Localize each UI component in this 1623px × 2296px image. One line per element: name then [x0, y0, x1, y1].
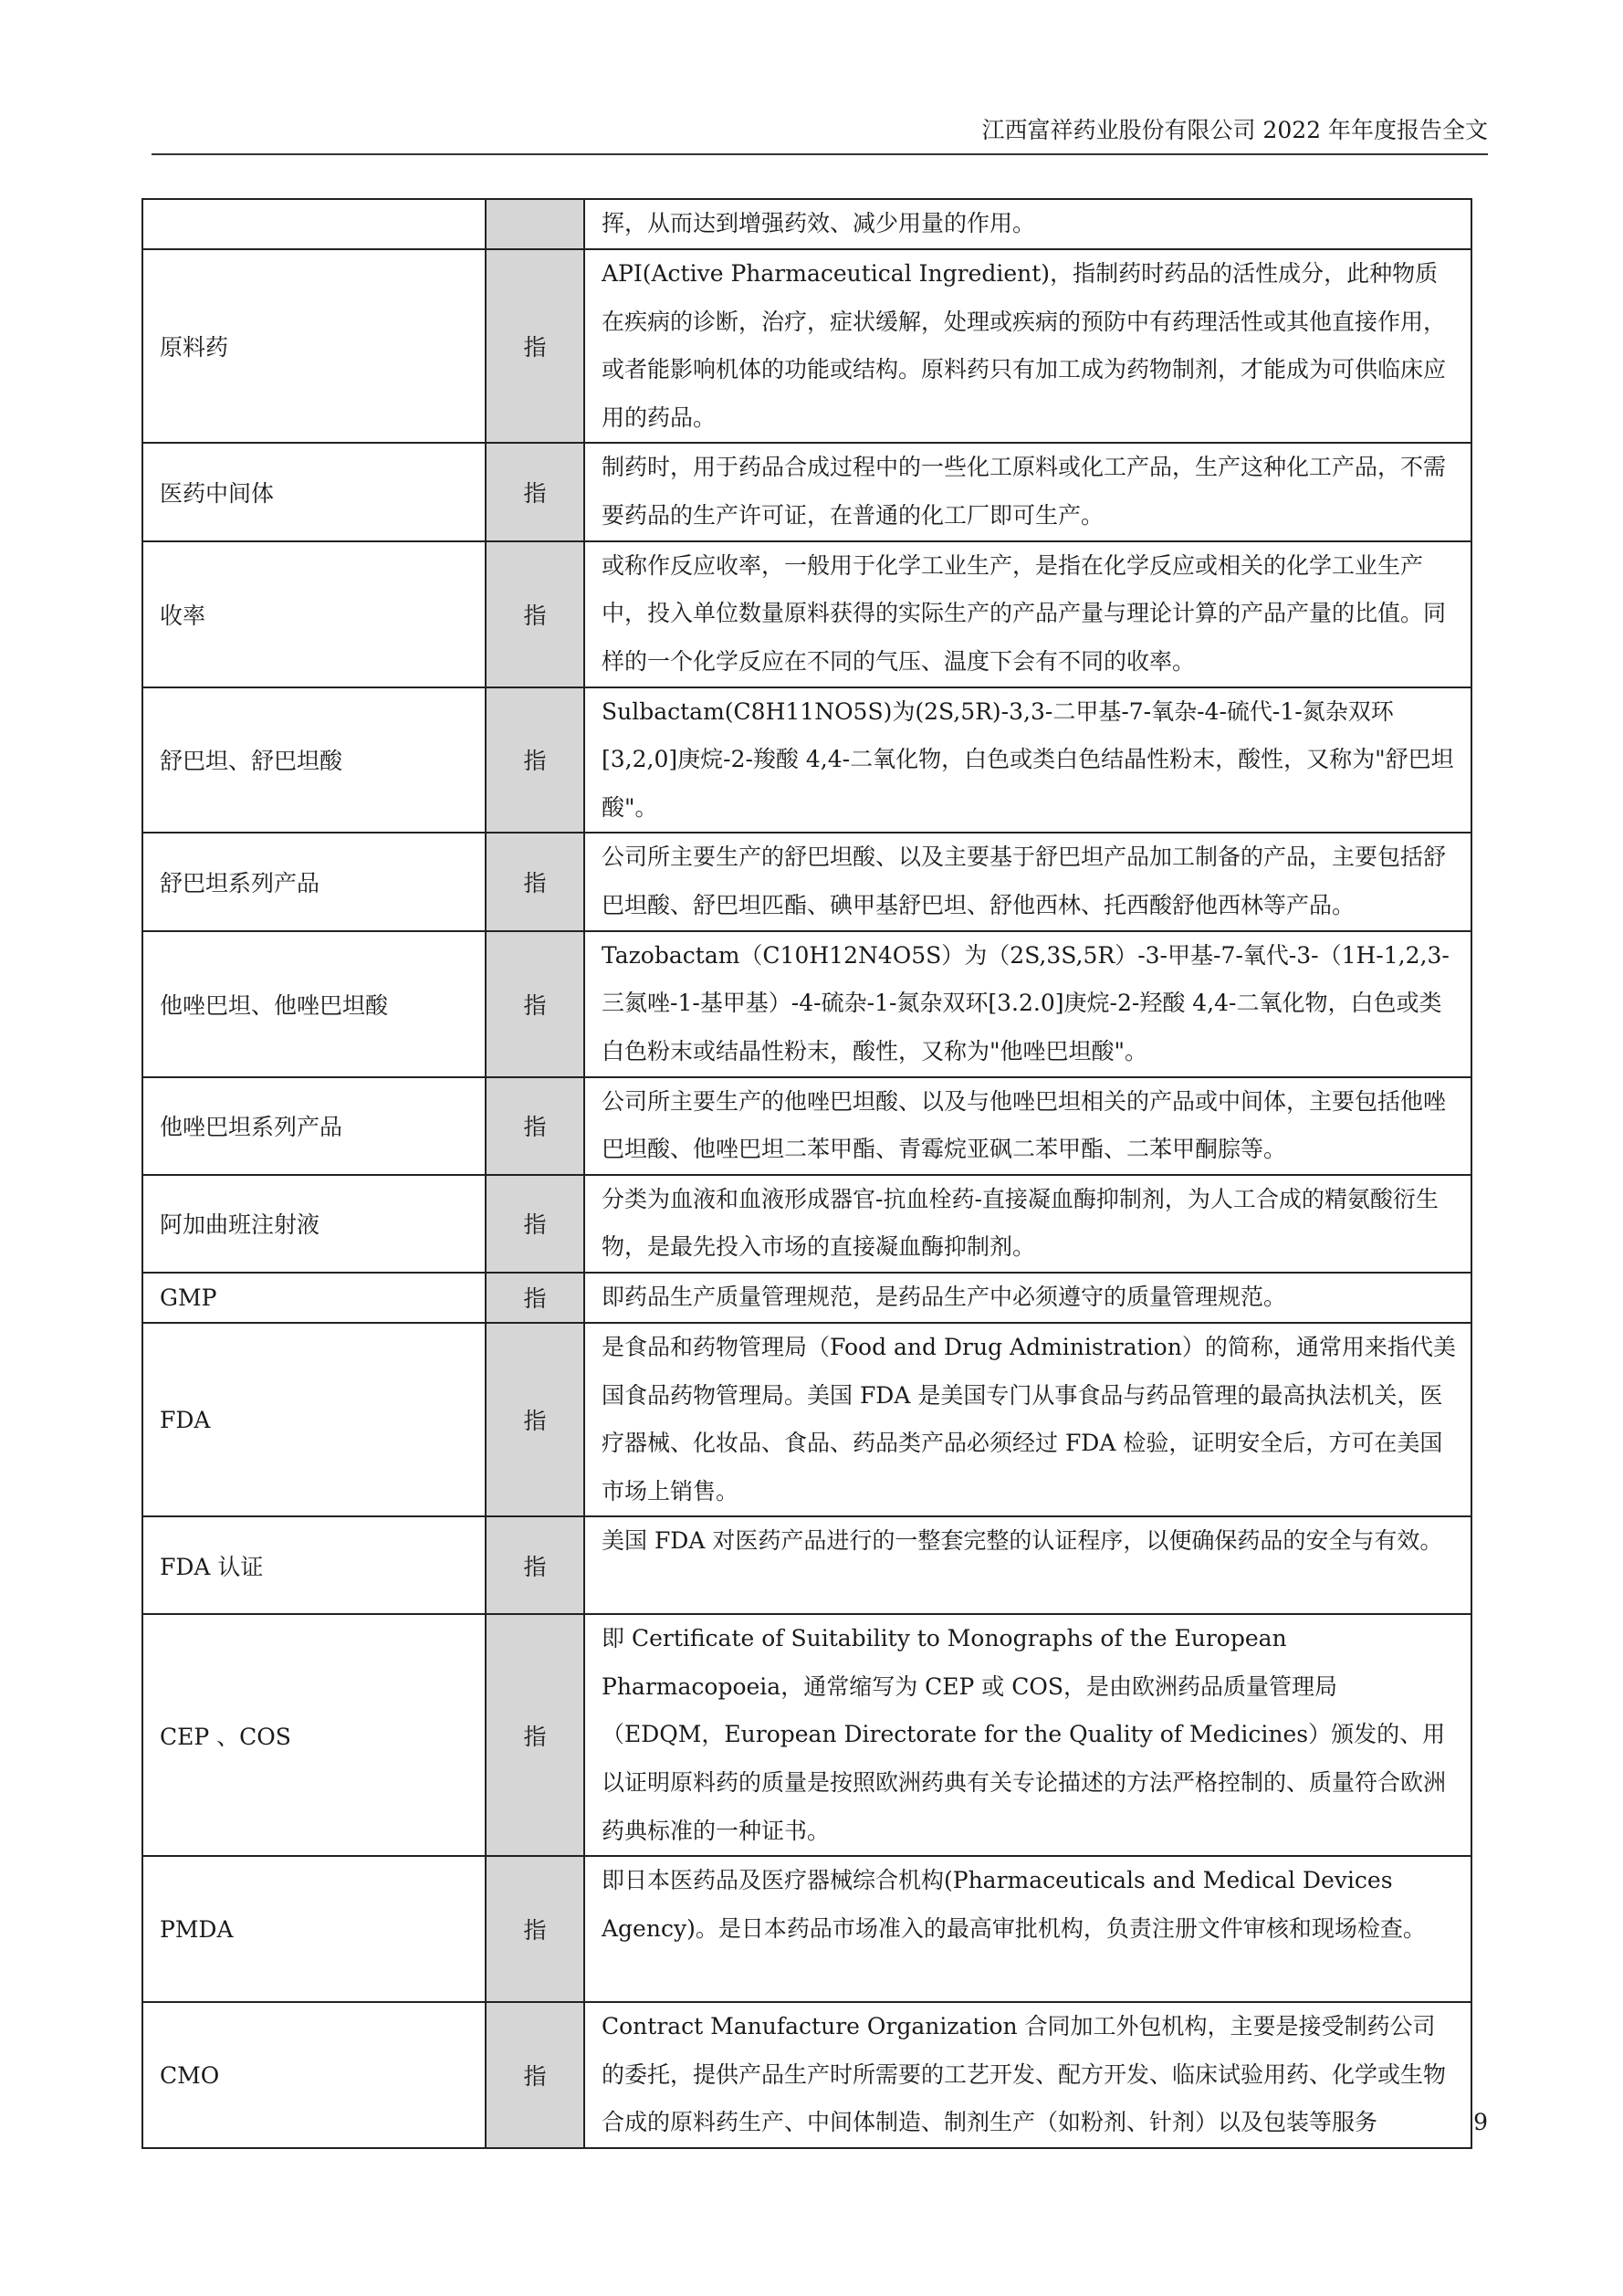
definition-cell: Tazobactam（C10H12N4O5S）为（2S,3S,5R）-3-甲基-7-氧代-3-（1H-1,2,3-三氮唑-1-基甲基）-4-硫杂-1-氮杂双环[3.2.0]庚烷-2-羟酸 4,4-二氧化物，白色或类白色粉末或结晶性粉末，酸性，又称为"他唑巴坦酸"。 [584, 931, 1471, 1077]
term-cell: 舒巴坦、舒巴坦酸 [142, 687, 486, 833]
definition-row [142, 443, 1471, 540]
definition-cell: 是食品和药物管理局（Food and Drug Administration）的简称，通常用来指代美国食品药物管理局。美国 FDA 是美国专门从事食品与药品管理的最高执法机关，医疗器械、化妆品、食品、药品类产品必须经过 FDA 检验，证明安全后，方可在美国市场上销售。 [584, 1323, 1471, 1516]
definition-cell: API(Active Pharmaceutical Ingredient)，指制药时药品的活性成分，此种物质在疾病的诊断，治疗，症状缓解，处理或疾病的预防中有药理活性或其他直接作用，或者能影响机体的功能或结构。原料药只有加工成为药物制剂，才能成为可供临床应用的药品。 [584, 249, 1471, 443]
definition-row [142, 931, 1471, 1077]
definition-row [142, 1323, 1471, 1516]
refers-to-cell: 指 [486, 2002, 584, 2148]
definition-cell: 美国 FDA 对医药产品进行的一整套完整的认证程序，以便确保药品的安全与有效。 [584, 1516, 1471, 1614]
term-cell: CMO [142, 2002, 486, 2148]
definition-cell: 公司所主要生产的他唑巴坦酸、以及与他唑巴坦相关的产品或中间体，主要包括他唑巴坦酸、他唑巴坦二苯甲酯、青霉烷亚砜二苯甲酯、二苯甲酮腙等。 [584, 1077, 1471, 1175]
refers-to-cell: 指 [486, 443, 584, 540]
refers-to-cell: 指 [486, 1175, 584, 1273]
definition-row [142, 541, 1471, 687]
definition-cell: 或称作反应收率，一般用于化学工业生产，是指在化学反应或相关的化学工业生产中，投入单位数量原料获得的实际生产的产品产量与理论计算的产品产量的比值。同样的一个化学反应在不同的气压、温度下会有不同的收率。 [584, 541, 1471, 687]
term-cell: 医药中间体 [142, 443, 486, 540]
definition-row [142, 833, 1471, 930]
term-cell: 他唑巴坦、他唑巴坦酸 [142, 931, 486, 1077]
definition-cell: Contract Manufacture Organization 合同加工外包机构，主要是接受制药公司的委托，提供产品生产时所需要的工艺开发、配方开发、临床试验用药、化学或生物合成的原料药生产、中间体制造、制剂生产（如粉剂、针剂）以及包装等服务 [584, 2002, 1471, 2148]
definition-cell: 即药品生产质量管理规范，是药品生产中必须遵守的质量管理规范。 [584, 1273, 1471, 1323]
term-cell: 收率 [142, 541, 486, 687]
definition-cell: 即 Certificate of Suitability to Monographs of the European Pharmacopoeia，通常缩写为 CEP 或 COS，是由欧洲药品质量管理局（EDQM，European Directorate for the Quality of Medicines）颁发的、用以证明原料药的质量是按照欧洲药典有关专论描述的方法严格控制的、质量符合欧洲药典标准的一种证书。 [584, 1614, 1471, 1856]
definition-row [142, 687, 1471, 833]
refers-to-cell: 指 [486, 1077, 584, 1175]
refers-to-cell: 指 [486, 1323, 584, 1516]
refers-to-cell: 指 [486, 541, 584, 687]
term-cell: 他唑巴坦系列产品 [142, 1077, 486, 1175]
refers-to-cell: 指 [486, 1273, 584, 1323]
definition-cell: 分类为血液和血液形成器官-抗血栓药-直接凝血酶抑制剂，为人工合成的精氨酸衍生物，是最先投入市场的直接凝血酶抑制剂。 [584, 1175, 1471, 1273]
refers-to-cell: 指 [486, 1856, 584, 2002]
term-cell [142, 199, 486, 249]
definition-row [142, 249, 1471, 443]
term-cell: FDA 认证 [142, 1516, 486, 1614]
term-cell: PMDA [142, 1856, 486, 2002]
definition-row [142, 1614, 1471, 1856]
definition-row [142, 199, 1471, 249]
page-header [152, 108, 1488, 155]
term-cell: 阿加曲班注射液 [142, 1175, 486, 1273]
refers-to-cell: 指 [486, 249, 584, 443]
refers-to-cell: 指 [486, 931, 584, 1077]
definition-row [142, 1273, 1471, 1323]
definition-row [142, 1175, 1471, 1273]
definition-cell: 挥，从而达到增强药效、减少用量的作用。 [584, 199, 1471, 249]
refers-to-cell [486, 199, 584, 249]
definition-row [142, 2002, 1471, 2148]
definition-row [142, 1856, 1471, 2002]
definitions-table [141, 198, 1472, 2149]
term-cell: CEP 、COS [142, 1614, 486, 1856]
term-cell: 原料药 [142, 249, 486, 443]
refers-to-cell: 指 [486, 1614, 584, 1856]
definition-cell: 制药时，用于药品合成过程中的一些化工原料或化工产品，生产这种化工产品，不需要药品的生产许可证，在普通的化工厂即可生产。 [584, 443, 1471, 540]
definition-cell: 即日本医药品及医疗器械综合机构(Pharmaceuticals and Medical Devices Agency)。是日本药品市场准入的最高审批机构，负责注册文件审核和现场检查。 [584, 1856, 1471, 2002]
definition-row [142, 1077, 1471, 1175]
term-cell: FDA [142, 1323, 486, 1516]
refers-to-cell: 指 [486, 1516, 584, 1614]
definition-cell: 公司所主要生产的舒巴坦酸、以及主要基于舒巴坦产品加工制备的产品，主要包括舒巴坦酸、舒巴坦匹酯、碘甲基舒巴坦、舒他西林、托西酸舒他西林等产品。 [584, 833, 1471, 930]
term-cell: GMP [142, 1273, 486, 1323]
term-cell: 舒巴坦系列产品 [142, 833, 486, 930]
definition-row [142, 1516, 1471, 1614]
refers-to-cell: 指 [486, 687, 584, 833]
definition-cell: Sulbactam(C8H11NO5S)为(2S,5R)-3,3-二甲基-7-氧杂-4-硫代-1-氮杂双环[3,2,0]庚烷-2-羧酸 4,4-二氧化物，白色或类白色结晶性粉末，酸性，又称为"舒巴坦酸"。 [584, 687, 1471, 833]
header-title: 江西富祥药业股份有限公司 2022 年年度报告全文 [981, 117, 1488, 143]
page-number: 9 [1473, 2109, 1488, 2135]
refers-to-cell: 指 [486, 833, 584, 930]
